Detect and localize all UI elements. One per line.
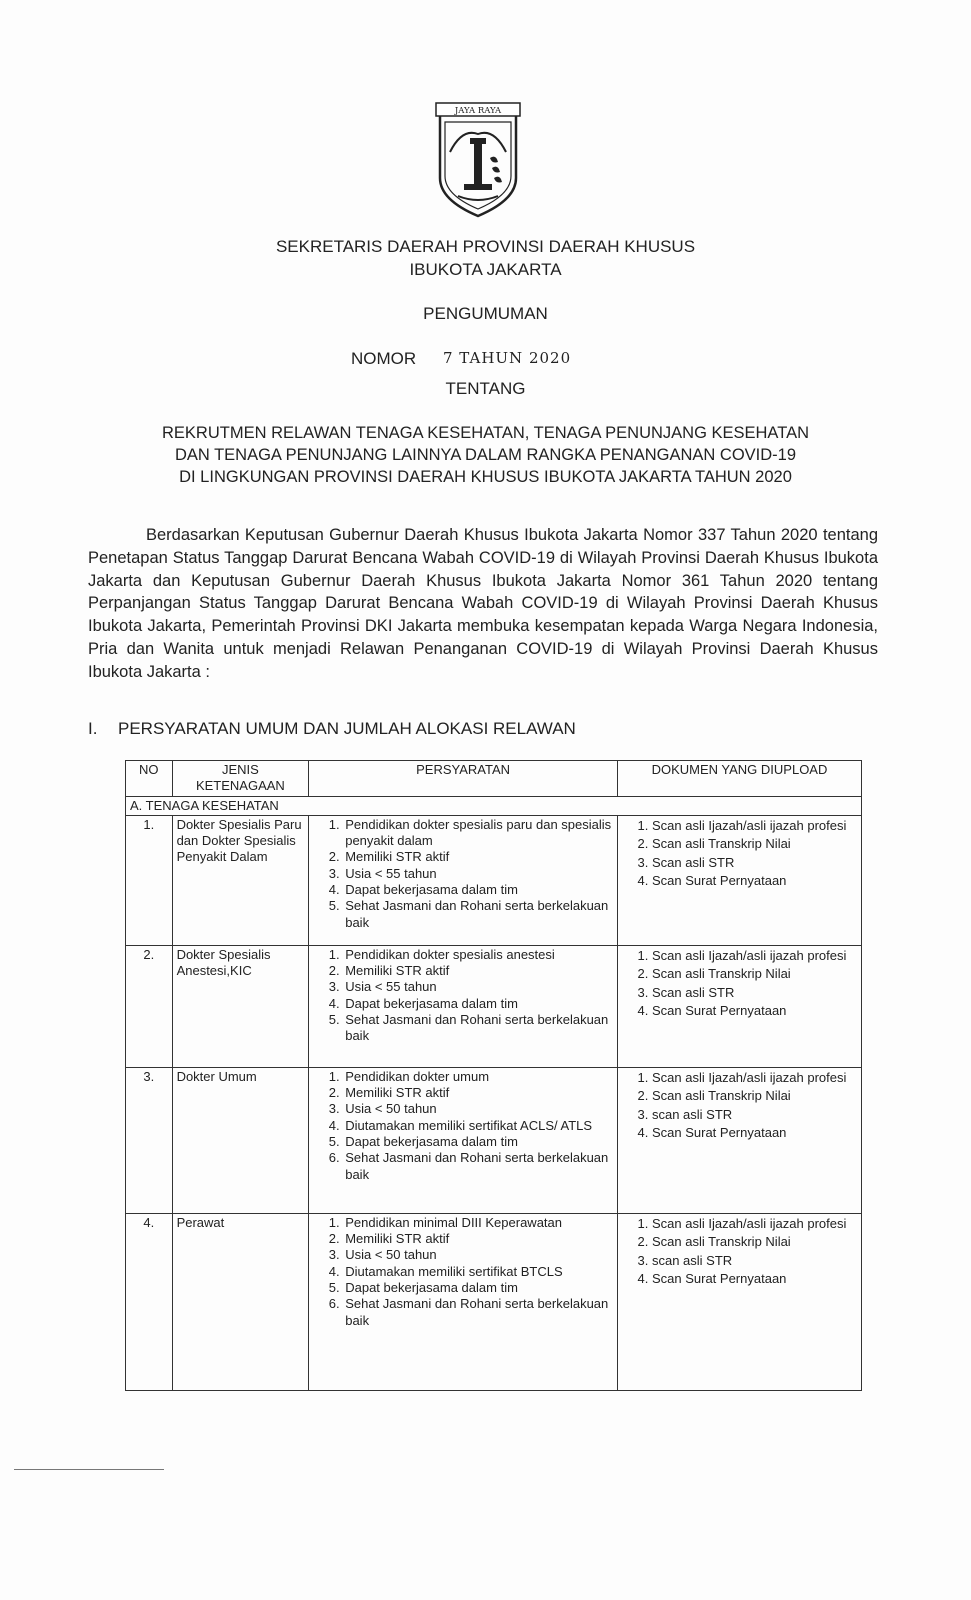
document-item: 4. Scan Surat Pernyataan <box>652 1124 857 1143</box>
requirement-item: 6. Sehat Jasmani dan Rohani serta berkelakuan baik <box>343 1296 613 1329</box>
title-line-1: REKRUTMEN RELAWAN TENAGA KESEHATAN, TENAGA PENUNJANG KESEHATAN <box>162 424 809 442</box>
header-no: NO <box>126 761 173 797</box>
document-item: 2. Scan asli Transkrip Nilai <box>652 965 857 984</box>
requirement-item: 6. Sehat Jasmani dan Rohani serta berkelakuan baik <box>343 1150 613 1183</box>
requirement-item: 2. Memiliki STR aktif <box>343 963 613 979</box>
table-header-row <box>126 761 862 797</box>
requirement-item: 1. Pendidikan minimal DIII Keperawatan <box>343 1215 613 1231</box>
requirement-item: 1. Pendidikan dokter umum <box>343 1069 613 1085</box>
footer-divider <box>14 1469 164 1470</box>
table-row <box>126 815 862 945</box>
document-item: 3. Scan asli STR <box>652 984 857 1003</box>
requirements-table <box>125 760 862 1391</box>
document-type: PENGUMUMAN <box>423 304 548 323</box>
emblem-motto: JAYA RAYA <box>454 106 502 116</box>
row-jenis: Dokter Spesialis Anestesi,KIC <box>172 945 309 1067</box>
document-item: 2. Scan asli Transkrip Nilai <box>652 1087 857 1106</box>
row-jenis: Perawat <box>172 1213 309 1390</box>
section-heading <box>88 719 576 739</box>
row-persyaratan <box>309 815 618 945</box>
intro-paragraph: Berdasarkan Keputusan Gubernur Daerah Khusus Ibukota Jakarta Nomor 337 Tahun 2020 tentang Penetapan Status Tanggap Darurat Bencana Wabah COVID-19 di Wilayah Provinsi Daerah Khusus Ibukota Jakarta dan Keputusan Gubernur Daerah Khusus Ibukota Jakarta Nomor 361 Tahun 2020 tentang Perpanjangan Status Tanggap Darurat Bencana Wabah COVID-19 di Wilayah Provinsi Daerah Khusus Ibukota Jakarta, Pemerintah Provinsi DKI Jakarta membuka kesempatan kepada Warga Negara Indonesia, Pria dan Wanita untuk menjadi Relawan Penanganan COVID-19 di Wilayah Provinsi Daerah Khusus Ibukota Jakarta : <box>88 526 878 681</box>
requirement-item: 5. Sehat Jasmani dan Rohani serta berkelakuan baik <box>343 898 613 931</box>
row-dokumen <box>617 815 861 945</box>
title-line-2: DAN TENAGA PENUNJANG LAINNYA DALAM RANGKA PENANGANAN COVID-19 <box>174 446 797 464</box>
header-line-2: IBUKOTA JAKARTA <box>409 260 562 279</box>
jakarta-emblem <box>432 100 524 220</box>
header-line-1: SEKRETARIS DAERAH PROVINSI DAERAH KHUSUS <box>275 237 696 256</box>
requirement-item: 4. Dapat bekerjasama dalam tim <box>343 882 613 898</box>
row-persyaratan <box>309 1067 618 1213</box>
header-dokumen: DOKUMEN YANG DIUPLOAD <box>617 761 861 797</box>
row-no: 4. <box>126 1213 173 1390</box>
row-jenis: Dokter Spesialis Paru dan Dokter Spesialis Penyakit Dalam <box>172 815 309 945</box>
tentang-label: TENTANG <box>445 379 526 398</box>
requirement-item: 2. Memiliki STR aktif <box>343 1085 613 1101</box>
section-number: I. <box>88 719 98 738</box>
document-item: 1. Scan asli Ijazah/asli ijazah profesi <box>652 1215 857 1234</box>
document-item: 4. Scan Surat Pernyataan <box>652 872 857 891</box>
subheader-row <box>126 796 862 815</box>
requirement-item: 1. Pendidikan dokter spesialis paru dan spesialis penyakit dalam <box>343 817 613 850</box>
subheader-tenaga-kesehatan: A. TENAGA KESEHATAN <box>126 796 862 815</box>
document-item: 4. Scan Surat Pernyataan <box>652 1002 857 1021</box>
document-item: 4. Scan Surat Pernyataan <box>652 1270 857 1289</box>
document-item: 2. Scan asli Transkrip Nilai <box>652 1233 857 1252</box>
document-item: 3. scan asli STR <box>652 1252 857 1271</box>
requirement-item: 2. Memiliki STR aktif <box>343 1231 613 1247</box>
requirement-item: 1. Pendidikan dokter spesialis anestesi <box>343 947 613 963</box>
requirement-item: 3. Usia < 55 tahun <box>343 866 613 882</box>
document-item: 2. Scan asli Transkrip Nilai <box>652 835 857 854</box>
table-row <box>126 945 862 1067</box>
requirement-item: 4. Dapat bekerjasama dalam tim <box>343 996 613 1012</box>
section-title: PERSYARATAN UMUM DAN JUMLAH ALOKASI RELAWAN <box>118 719 576 738</box>
header-persyaratan: PERSYARATAN <box>309 761 618 797</box>
requirement-item: 2. Memiliki STR aktif <box>343 849 613 865</box>
row-no: 1. <box>126 815 173 945</box>
row-no: 2. <box>126 945 173 1067</box>
row-dokumen <box>617 945 861 1067</box>
document-item: 1. Scan asli Ijazah/asli ijazah profesi <box>652 1069 857 1088</box>
requirement-item: 3. Usia < 50 tahun <box>343 1101 613 1117</box>
row-persyaratan <box>309 1213 618 1390</box>
row-no: 3. <box>126 1067 173 1213</box>
requirement-item: 4. Diutamakan memiliki sertifikat BTCLS <box>343 1264 613 1280</box>
requirement-item: 5. Dapat bekerjasama dalam tim <box>343 1280 613 1296</box>
document-item: 1. Scan asli Ijazah/asli ijazah profesi <box>652 947 857 966</box>
document-item: 3. Scan asli STR <box>652 854 857 873</box>
requirement-item: 4. Diutamakan memiliki sertifikat ACLS/ ATLS <box>343 1118 613 1134</box>
row-dokumen <box>617 1067 861 1213</box>
row-persyaratan <box>309 945 618 1067</box>
requirement-item: 5. Dapat bekerjasama dalam tim <box>343 1134 613 1150</box>
table-row <box>126 1213 862 1390</box>
requirement-item: 5. Sehat Jasmani dan Rohani serta berkelakuan baik <box>343 1012 613 1045</box>
row-jenis: Dokter Umum <box>172 1067 309 1213</box>
document-item: 1. Scan asli Ijazah/asli ijazah profesi <box>652 817 857 836</box>
document-item: 3. scan asli STR <box>652 1106 857 1125</box>
table-row <box>126 1067 862 1213</box>
requirement-item: 3. Usia < 50 tahun <box>343 1247 613 1263</box>
row-dokumen <box>617 1213 861 1390</box>
nomor-label: NOMOR <box>351 349 417 368</box>
header-jenis: JENIS KETENAGAAN <box>172 761 309 797</box>
requirement-item: 3. Usia < 55 tahun <box>343 979 613 995</box>
nomor-value: 7 TAHUN 2020 <box>443 349 572 367</box>
title-line-3: DI LINGKUNGAN PROVINSI DAERAH KHUSUS IBUKOTA JAKARTA TAHUN 2020 <box>179 468 792 486</box>
